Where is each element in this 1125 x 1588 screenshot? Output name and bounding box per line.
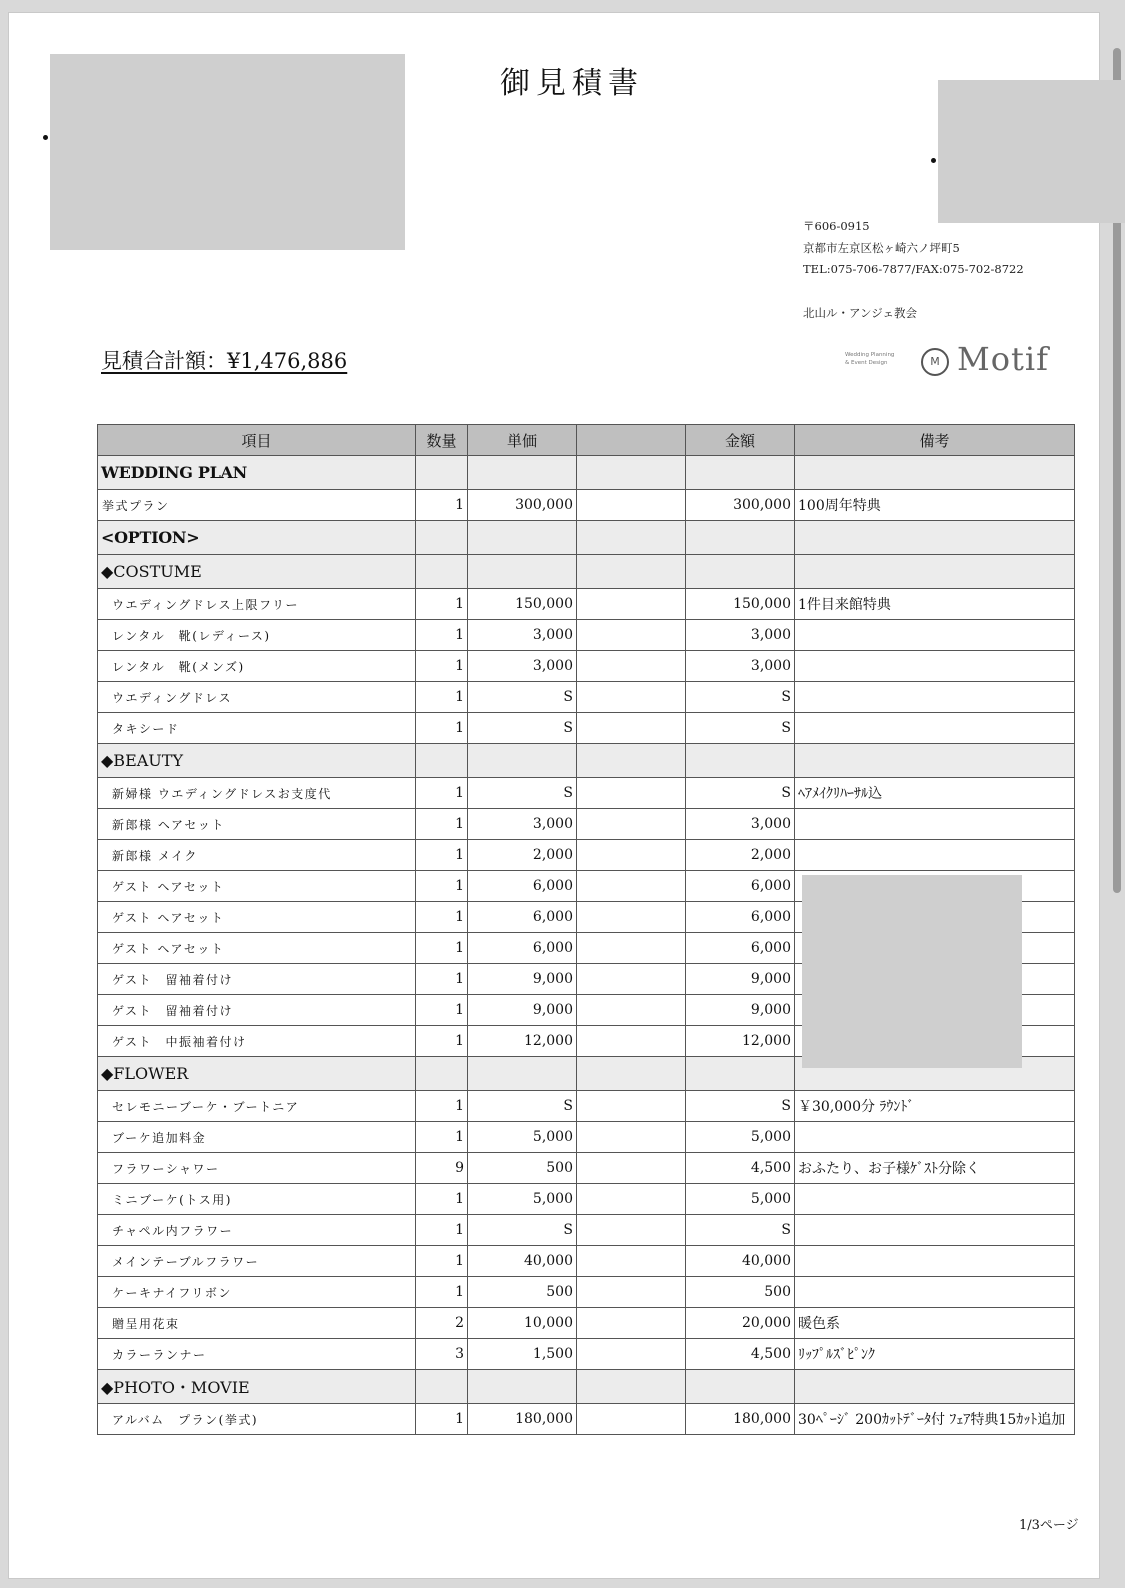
empty-cell [577,713,686,744]
item-unit-price: 3,000 [468,651,577,682]
item-qty: 9 [416,1153,468,1184]
table-row [98,809,1075,840]
vendor-postal: 〒606-0915 [803,219,870,233]
empty-cell [577,620,686,651]
empty-cell [577,1057,686,1091]
item-name: アルバム プラン(挙式) [98,1404,416,1435]
item-amount: 4,500 [686,1339,795,1370]
vendor-phone-fax: TEL:075-706-7877/FAX:075-702-8722 [803,262,1024,276]
empty-cell [686,1057,795,1091]
item-unit-price: 40,000 [468,1246,577,1277]
empty-cell [416,744,468,778]
table-row [98,778,1075,809]
item-name: セレモニーブーケ・ブートニア [98,1091,416,1122]
bullet-mark [931,158,936,163]
item-unit-price: 10,000 [468,1308,577,1339]
empty-cell [577,555,686,589]
empty-cell [686,744,795,778]
empty-cell [577,651,686,682]
item-unit-price: 9,000 [468,964,577,995]
empty-cell [577,964,686,995]
empty-cell [577,490,686,521]
item-note [795,682,1075,713]
item-qty: 1 [416,589,468,620]
item-qty: 1 [416,1215,468,1246]
item-unit-price: 150,000 [468,589,577,620]
item-unit-price: 3,000 [468,620,577,651]
empty-cell [577,1370,686,1404]
item-name: 新郎様 ヘアセット [98,809,416,840]
empty-cell [577,1277,686,1308]
item-qty: 1 [416,840,468,871]
item-amount: S [686,713,795,744]
item-unit-price: S [468,713,577,744]
empty-cell [577,1153,686,1184]
item-name: ケーキナイフリボン [98,1277,416,1308]
item-unit-price: S [468,1091,577,1122]
empty-cell [468,555,577,589]
table-row [98,1153,1075,1184]
table-row [98,1404,1075,1435]
item-note [795,1277,1075,1308]
item-qty: 1 [416,1404,468,1435]
item-name: 新郎様 メイク [98,840,416,871]
item-name: ゲスト ヘアセット [98,902,416,933]
vendor-venue: 北山ル・アンジェ教会 [803,306,918,320]
item-unit-price: S [468,778,577,809]
item-unit-price: 500 [468,1277,577,1308]
item-amount: 5,000 [686,1122,795,1153]
table-row [98,840,1075,871]
empty-cell [795,456,1075,490]
table-row [98,1308,1075,1339]
empty-cell [577,778,686,809]
header-qty: 数量 [416,425,468,456]
item-qty: 1 [416,778,468,809]
item-qty: 1 [416,1277,468,1308]
empty-cell [577,1308,686,1339]
item-amount: 20,000 [686,1308,795,1339]
item-note: おふたり、お子様ｹﾞｽﾄ分除く [795,1153,1075,1184]
motif-logo [845,340,1070,384]
item-note: ￥30,000分 ﾗｳﾝﾄﾞ [795,1091,1075,1122]
item-qty: 1 [416,995,468,1026]
item-note [795,1122,1075,1153]
item-amount: 40,000 [686,1246,795,1277]
bullet-mark [43,135,48,140]
item-note: 30ﾍﾟｰｼﾞ 200ｶｯﾄﾃﾞｰﾀ付 ﾌｪｱ特典15ｶｯﾄ追加 [795,1404,1075,1435]
empty-cell [468,744,577,778]
item-qty: 1 [416,1246,468,1277]
item-amount: 3,000 [686,651,795,682]
empty-cell [795,555,1075,589]
empty-cell [577,1404,686,1435]
empty-cell [577,744,686,778]
item-amount: 150,000 [686,589,795,620]
redacted-client-block [50,54,405,250]
header-amount: 金額 [686,425,795,456]
item-note [795,1184,1075,1215]
empty-cell [416,521,468,555]
section-title: ◆BEAUTY [98,744,416,778]
item-name: ブーケ追加料金 [98,1122,416,1153]
item-unit-price: 1,500 [468,1339,577,1370]
section-row [98,1370,1075,1404]
section-title: ◆PHOTO・MOVIE [98,1370,416,1404]
item-unit-price: 6,000 [468,902,577,933]
item-note: ﾍｱﾒｲｸﾘﾊｰｻﾙ込 [795,778,1075,809]
empty-cell [577,902,686,933]
item-amount: 9,000 [686,995,795,1026]
empty-cell [686,456,795,490]
item-note [795,713,1075,744]
item-amount: 4,500 [686,1153,795,1184]
item-amount: 6,000 [686,902,795,933]
item-qty: 1 [416,620,468,651]
section-row [98,456,1075,490]
section-row [98,555,1075,589]
item-qty: 1 [416,933,468,964]
item-amount: 500 [686,1277,795,1308]
item-amount: S [686,682,795,713]
item-unit-price: 12,000 [468,1026,577,1057]
empty-cell [795,1370,1075,1404]
empty-cell [577,1339,686,1370]
item-qty: 1 [416,490,468,521]
redacted-vendor-block [938,80,1125,223]
empty-cell [577,933,686,964]
empty-cell [468,1370,577,1404]
item-qty: 1 [416,809,468,840]
item-name: 新婦様 ウエディングドレスお支度代 [98,778,416,809]
item-qty: 1 [416,902,468,933]
item-amount: S [686,1215,795,1246]
item-name: ゲスト ヘアセット [98,933,416,964]
item-name: ミニブーケ(トス用) [98,1184,416,1215]
item-qty: 1 [416,713,468,744]
item-note: 1件目来館特典 [795,589,1075,620]
item-unit-price: 6,000 [468,871,577,902]
item-amount: 5,000 [686,1184,795,1215]
item-name: チャペル内フラワー [98,1215,416,1246]
page-number: 1/3ページ [1019,1518,1079,1533]
item-amount: 12,000 [686,1026,795,1057]
item-name: ゲスト 留袖着付け [98,995,416,1026]
item-qty: 1 [416,1184,468,1215]
empty-cell [468,521,577,555]
item-amount: 3,000 [686,620,795,651]
empty-cell [416,1370,468,1404]
item-note [795,809,1075,840]
item-qty: 1 [416,871,468,902]
table-row [98,1122,1075,1153]
section-title: <OPTION> [98,521,416,555]
item-unit-price: 9,000 [468,995,577,1026]
item-unit-price: 5,000 [468,1122,577,1153]
table-row [98,651,1075,682]
item-unit-price: S [468,682,577,713]
item-name: ウエディングドレス上限フリー [98,589,416,620]
item-note: ﾘｯﾌﾟﾙｽﾞﾋﾟﾝｸ [795,1339,1075,1370]
item-note [795,840,1075,871]
section-title: ◆COSTUME [98,555,416,589]
item-name: 挙式プラン [98,490,416,521]
item-name: 贈呈用花束 [98,1308,416,1339]
logo-wordmark: Motif [957,340,1049,378]
item-name: ゲスト ヘアセット [98,871,416,902]
item-name: カラーランナー [98,1339,416,1370]
item-name: タキシード [98,713,416,744]
item-qty: 1 [416,682,468,713]
table-header-row [98,425,1075,456]
empty-cell [686,521,795,555]
empty-cell [577,871,686,902]
table-row [98,589,1075,620]
item-amount: S [686,778,795,809]
item-name: フラワーシャワー [98,1153,416,1184]
empty-cell [577,995,686,1026]
item-note: 暖色系 [795,1308,1075,1339]
header-item: 項目 [98,425,416,456]
empty-cell [577,456,686,490]
estimate-total: 見積合計額：¥1,476,886 [101,349,348,373]
item-name: レンタル 靴(レディース) [98,620,416,651]
item-unit-price: 300,000 [468,490,577,521]
empty-cell [577,840,686,871]
item-amount: 2,000 [686,840,795,871]
item-qty: 1 [416,1091,468,1122]
empty-cell [577,809,686,840]
redacted-notes-block [802,875,1022,1068]
item-unit-price: 2,000 [468,840,577,871]
item-unit-price: 180,000 [468,1404,577,1435]
empty-cell [416,555,468,589]
header-unit-price: 単価 [468,425,577,456]
item-name: ゲスト 中振袖着付け [98,1026,416,1057]
table-row [98,682,1075,713]
item-name: ウエディングドレス [98,682,416,713]
vendor-address: 京都市左京区松ヶ崎六ノ坪町5 [803,241,960,255]
header-blank [577,425,686,456]
empty-cell [577,1091,686,1122]
table-row [98,1339,1075,1370]
logo-tagline: Wedding Planning & Event Design [845,352,895,366]
empty-cell [686,555,795,589]
item-amount: 6,000 [686,933,795,964]
table-row [98,1215,1075,1246]
empty-cell [577,1026,686,1057]
item-amount: 180,000 [686,1404,795,1435]
empty-cell [416,456,468,490]
empty-cell [577,589,686,620]
item-unit-price: S [468,1215,577,1246]
item-amount: 6,000 [686,871,795,902]
empty-cell [686,1370,795,1404]
item-note [795,651,1075,682]
table-row [98,1246,1075,1277]
item-note [795,1246,1075,1277]
empty-cell [577,1184,686,1215]
header-notes: 備考 [795,425,1075,456]
item-qty: 3 [416,1339,468,1370]
item-note [795,1215,1075,1246]
empty-cell [468,456,577,490]
section-row [98,744,1075,778]
table-row [98,713,1075,744]
item-qty: 1 [416,964,468,995]
empty-cell [416,1057,468,1091]
table-row [98,490,1075,521]
empty-cell [795,521,1075,555]
empty-cell [577,1122,686,1153]
item-qty: 1 [416,1122,468,1153]
item-unit-price: 500 [468,1153,577,1184]
item-note: 100周年特典 [795,490,1075,521]
table-row [98,1091,1075,1122]
empty-cell [468,1057,577,1091]
item-qty: 2 [416,1308,468,1339]
table-row [98,1277,1075,1308]
item-name: レンタル 靴(メンズ) [98,651,416,682]
item-amount: 3,000 [686,809,795,840]
empty-cell [795,744,1075,778]
empty-cell [577,1246,686,1277]
item-unit-price: 6,000 [468,933,577,964]
table-row [98,620,1075,651]
item-amount: S [686,1091,795,1122]
table-row [98,1184,1075,1215]
item-name: メインテーブルフラワー [98,1246,416,1277]
item-name: ゲスト 留袖着付け [98,964,416,995]
item-amount: 300,000 [686,490,795,521]
section-row [98,521,1075,555]
empty-cell [577,682,686,713]
item-amount: 9,000 [686,964,795,995]
logo-mark-icon: M [921,348,949,376]
empty-cell [577,521,686,555]
item-note [795,620,1075,651]
item-unit-price: 3,000 [468,809,577,840]
section-title: ◆FLOWER [98,1057,416,1091]
item-qty: 1 [416,651,468,682]
document-title: 御見積書 [500,66,644,101]
item-unit-price: 5,000 [468,1184,577,1215]
empty-cell [577,1215,686,1246]
item-qty: 1 [416,1026,468,1057]
section-title: WEDDING PLAN [98,456,416,490]
